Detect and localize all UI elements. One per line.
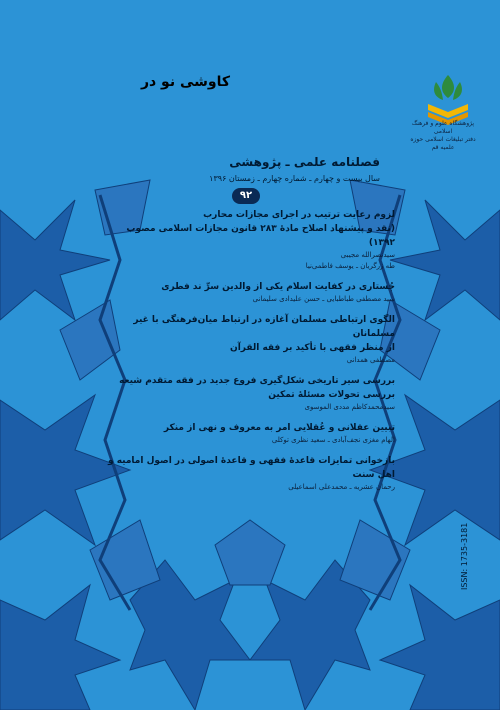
article-title: بازخوانی تمایزات قاعدهٔ فقهی و قاعدهٔ اصولی در اصول امامیه و اهل سنت <box>107 456 395 480</box>
article-4 <box>105 374 395 413</box>
table-of-contents <box>105 208 395 501</box>
star-right-1 <box>390 200 500 320</box>
article-subtitle: از منظر فقهی با تأکید بر فقه القرآن <box>230 343 395 353</box>
article-authors: مصطفی همدانی <box>346 356 395 364</box>
article-5 <box>105 421 395 446</box>
article-authors: طه زرگریان ـ یوسف فاطمی‌نیا <box>305 262 395 270</box>
article-title: بررسی سیر تاریخی شکل‌گیری فروع جدید در فقه متقدم شیعه <box>119 376 395 386</box>
article-authors: الهام مغزی نجف‌آبادی ـ سعید نظری توکلی <box>271 436 395 444</box>
article-authors: سیدمحمدکاظم مددی الموسوی <box>304 403 395 411</box>
publisher-block <box>404 120 482 152</box>
article-subtitle: (نقد و پیشنهاد اصلاح مادهٔ ۲۸۳ قانون مجازات اسلامی مصوب ۱۳۹۲) <box>126 224 395 248</box>
tile-bottom-center <box>215 520 285 585</box>
article-6 <box>105 454 395 493</box>
issue-info: سال بیست و چهارم ـ شماره چهارم ـ زمستان ۱۳۹۶ <box>209 174 380 183</box>
journal-title-calligraphy <box>240 62 390 152</box>
star-left-3 <box>0 585 120 710</box>
article-title: لزوم رعایت ترتیب در اجرای مجازات محارب <box>203 210 395 220</box>
article-title: جُستاری در کفایت اسلام یکی از والدین سرِّ ند فطری <box>161 282 395 292</box>
article-title: تبیین عقلانی و عُقلایی امر به معروف و نهی از منکر <box>163 423 395 433</box>
article-2 <box>105 280 395 305</box>
issn-label: ISSN: 1735-3181 <box>460 522 469 590</box>
article-subtitle: بررسی تحولات مسئلهٔ تمکین <box>268 390 395 400</box>
issue-number-badge: ۹۲ <box>232 188 260 204</box>
article-1 <box>105 208 395 272</box>
article-authors: سیدنصرالله مجیبی <box>340 251 395 259</box>
article-authors: سید مصطفی طباطبایی ـ حسن علیدادی سلیمانی <box>252 295 395 303</box>
star-left-1 <box>0 200 110 320</box>
star-right-3 <box>380 585 500 710</box>
publisher-line-1: پژوهشگاه علوم و فرهنگ اسلامی <box>411 120 475 135</box>
article-3 <box>105 313 395 366</box>
article-authors: رحمان عشریه ـ محمدعلی اسماعیلی <box>288 483 395 491</box>
publisher-line-2: دفتر تبلیغات اسلامی حوزه علمیه قم <box>410 136 476 151</box>
journal-kind: فصلنامه علمی ـ پژوهشی <box>229 155 380 169</box>
article-title: الگوی ارتباطی مسلمان آغازه در ارتباط میان‌فرهنگی با غیر مسلمانان <box>133 315 395 339</box>
journal-title-sub: کاوشی نو در <box>140 74 230 90</box>
